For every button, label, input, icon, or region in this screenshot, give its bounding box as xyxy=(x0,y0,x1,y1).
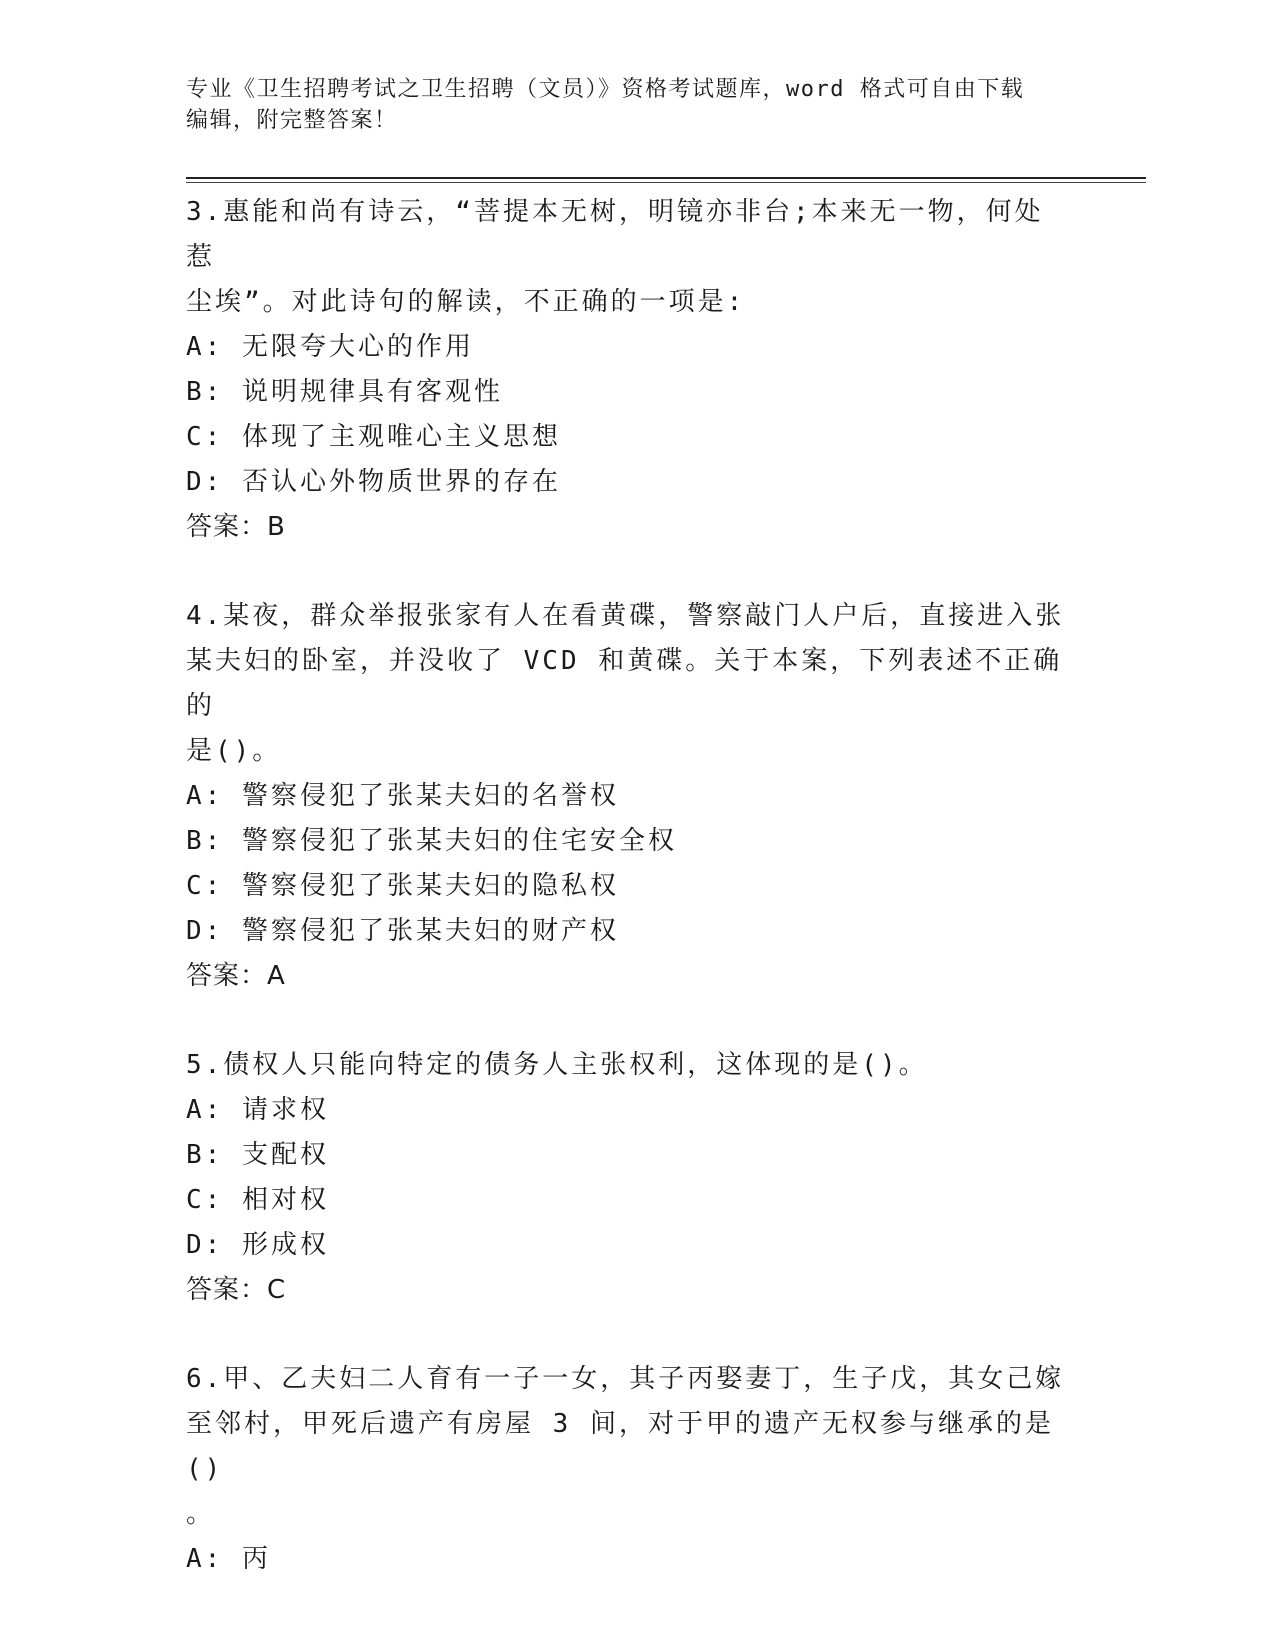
question-5-answer: 答案：C xyxy=(186,1275,287,1305)
header-line-1: 专业《卫生招聘考试之卫生招聘（文员）》资格考试题库，word 格式可自由下载 xyxy=(186,77,1025,102)
question-4-stem-line-1: 4.某夜，群众举报张家有人在看黄碟，警察敲门人户后，直接进入张 xyxy=(186,601,1065,631)
question-4-stem-line-2: 某夫妇的卧室，并没收了 VCD 和黄碟。关于本案，下列表述不正确的 xyxy=(186,646,1063,721)
question-4-option-b: B: 警察侵犯了张某夫妇的住宅安全权 xyxy=(186,826,677,856)
question-6-option-a: A: 丙 xyxy=(186,1544,271,1574)
question-3-option-a: A: 无限夸大心的作用 xyxy=(186,332,474,362)
header-line-2: 编辑，附完整答案！ xyxy=(186,108,398,133)
document-header xyxy=(186,74,1066,136)
question-3-answer: 答案：B xyxy=(186,512,286,542)
question-5-option-a: A: 请求权 xyxy=(186,1095,329,1125)
question-4-option-a: A: 警察侵犯了张某夫妇的名誉权 xyxy=(186,781,619,811)
question-3-stem-line-2: 尘埃”。对此诗句的解读，不正确的一项是: xyxy=(186,287,746,317)
question-5-stem-line-1: 5.债权人只能向特定的债务人主张权利，这体现的是()。 xyxy=(186,1050,928,1080)
question-5-option-c: C: 相对权 xyxy=(186,1185,329,1215)
question-list xyxy=(186,190,1066,1626)
question-3-stem-line-1: 3.惠能和尚有诗云，“菩提本无树，明镜亦非台;本来无一物，何处惹 xyxy=(186,197,1044,272)
question-4-stem-line-3: 是()。 xyxy=(186,736,282,766)
header-divider-thick xyxy=(186,177,1146,179)
header-divider-thin xyxy=(186,182,1146,183)
question-4-option-d: D: 警察侵犯了张某夫妇的财产权 xyxy=(186,916,619,946)
question-3-option-d: D: 否认心外物质世界的存在 xyxy=(186,467,561,497)
question-6-stem-line-1: 6.甲、乙夫妇二人育有一子一女，其子丙娶妻丁，生子戊，其女己嫁 xyxy=(186,1364,1065,1394)
question-6-stem-line-3: 。 xyxy=(186,1499,216,1529)
question-5-option-d: D: 形成权 xyxy=(186,1230,329,1260)
question-5-option-b: B: 支配权 xyxy=(186,1140,329,1170)
question-3-option-b: B: 说明规律具有客观性 xyxy=(186,377,503,407)
question-6-stem-line-2: 至邻村，甲死后遗产有房屋 3 间，对于甲的遗产无权参与继承的是() xyxy=(186,1409,1054,1484)
question-3 xyxy=(186,190,1066,550)
question-4 xyxy=(186,594,1066,999)
question-4-answer: 答案：A xyxy=(186,961,286,991)
question-3-option-c: C: 体现了主观唯心主义思想 xyxy=(186,422,561,452)
question-4-option-c: C: 警察侵犯了张某夫妇的隐私权 xyxy=(186,871,619,901)
question-6 xyxy=(186,1357,1066,1582)
question-5 xyxy=(186,1043,1066,1313)
